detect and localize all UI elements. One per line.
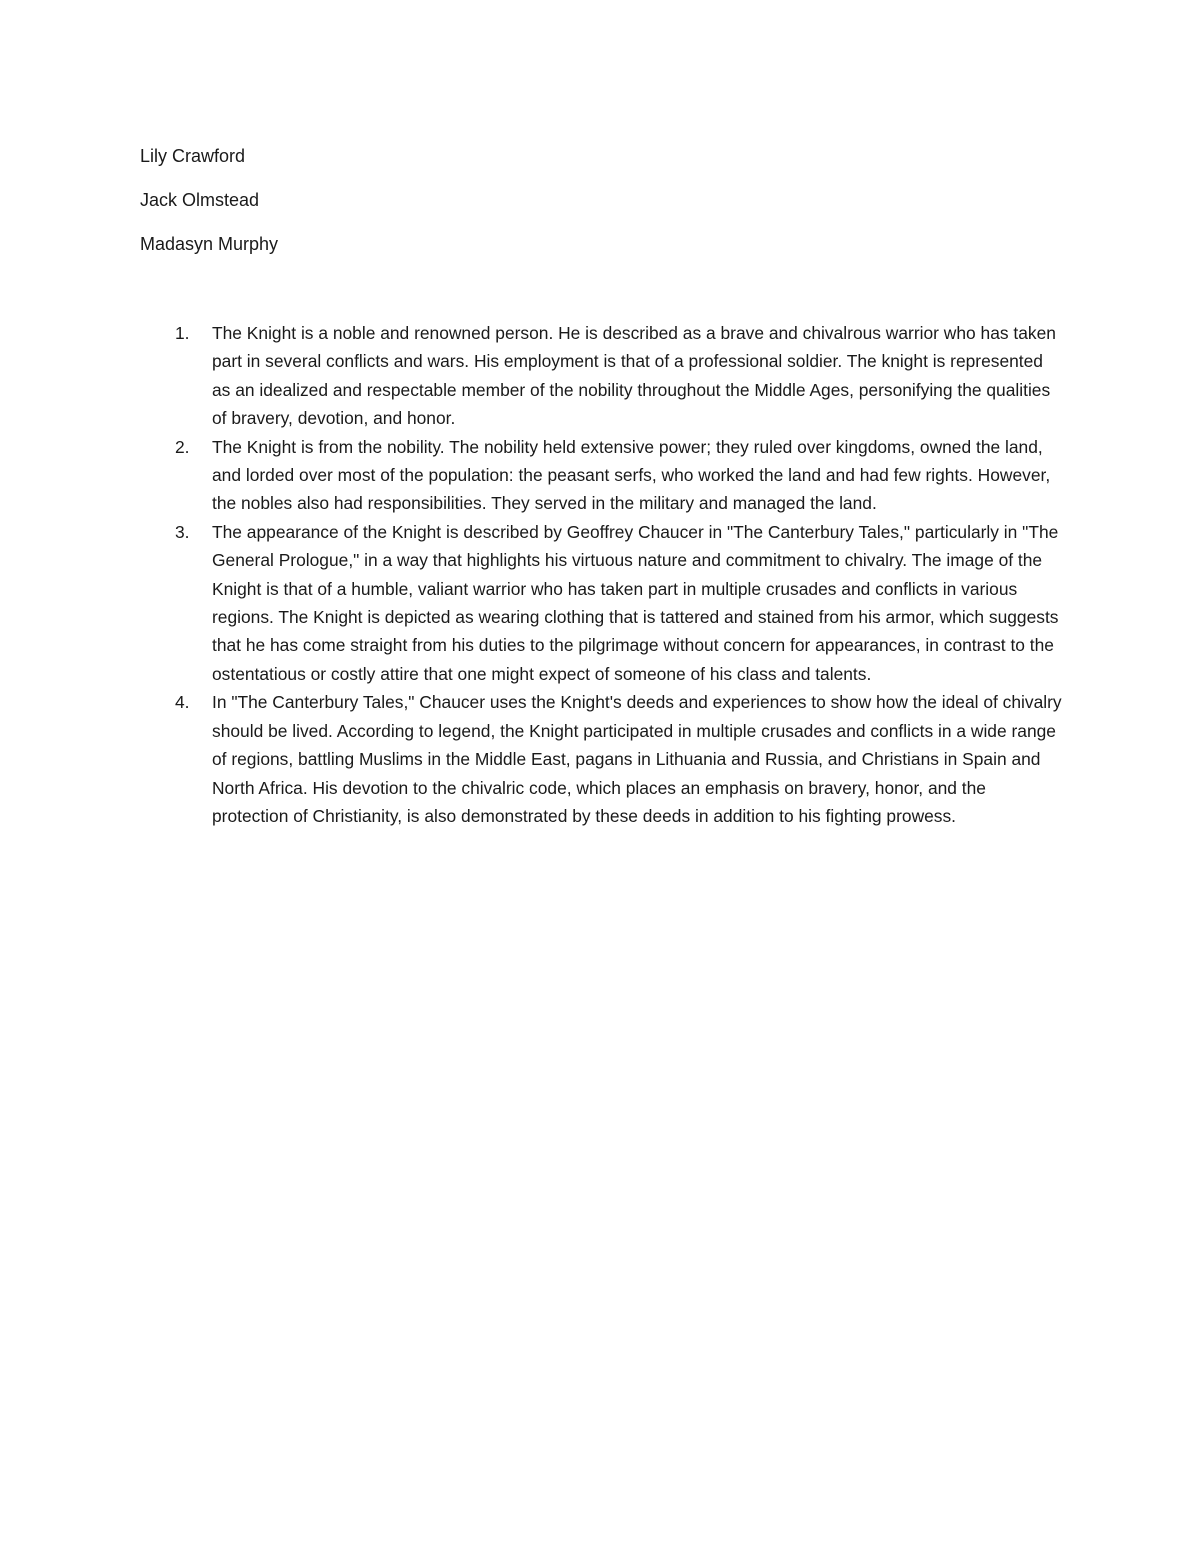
- answer-number: 1.: [175, 323, 190, 343]
- author-name: Madasyn Murphy: [140, 234, 279, 254]
- author-name: Lily Crawford: [140, 146, 246, 166]
- answer-item: [140, 688, 1065, 830]
- answer-text: The Knight is a noble and renowned person. He is described as a brave and chivalrous warrior who has taken part in several conflicts and wars. His employment is that of a professional soldier. The knight is represented as an idealized and respectable member of the nobility throughout the Middle Ages, personifying the qualities of bravery, devotion, and honor.: [212, 323, 1056, 429]
- answer-item: [140, 433, 1065, 518]
- answer-list: [140, 319, 1065, 830]
- answer-text: The appearance of the Knight is described by Geoffrey Chaucer in "The Canterbury Tales," particularly in "The General Prologue," in a way that highlights his virtuous nature and commitment to chivalry. The image of the Knight is that of a humble, valiant warrior who has taken part in multiple crusades and conflicts in various regions. The Knight is depicted as wearing clothing that is tattered and stained from his armor, which suggests that he has come straight from his duties to the pilgrimage without concern for appearances, in contrast to the ostentatious or costly attire that one might expect of someone of his class and talents.: [212, 521, 1059, 684]
- answer-number: 3.: [175, 521, 190, 542]
- answer-item: [140, 319, 1065, 433]
- answer-number: 4.: [175, 692, 190, 713]
- answer-text: In "The Canterbury Tales," Chaucer uses the Knight's deeds and experiences to show how the ideal of chivalry should be lived. According to legend, the Knight participated in multiple crusades and conflicts in a wide range of regions, battling Muslims in the Middle East, pagans in Lithuania and Russia, and Christians in Spain and North Africa. His devotion to the chivalric code, which places an emphasis on bravery, honor, and the protection of Christianity, is also demonstrated by these deeds in addition to his fighting prowess.: [212, 692, 1062, 826]
- answer-item: [140, 518, 1065, 688]
- answer-text: The Knight is from the nobility. The nobility held extensive power; they ruled over kingdoms, owned the land, and lorded over most of the population: the peasant serfs, who worked the land and had few rights. However, the nobles also had responsibilities. They served in the military and managed the land.: [212, 436, 1051, 514]
- author-names: [140, 143, 1040, 275]
- answer-number: 2.: [175, 436, 190, 457]
- author-name: Jack Olmstead: [140, 190, 260, 210]
